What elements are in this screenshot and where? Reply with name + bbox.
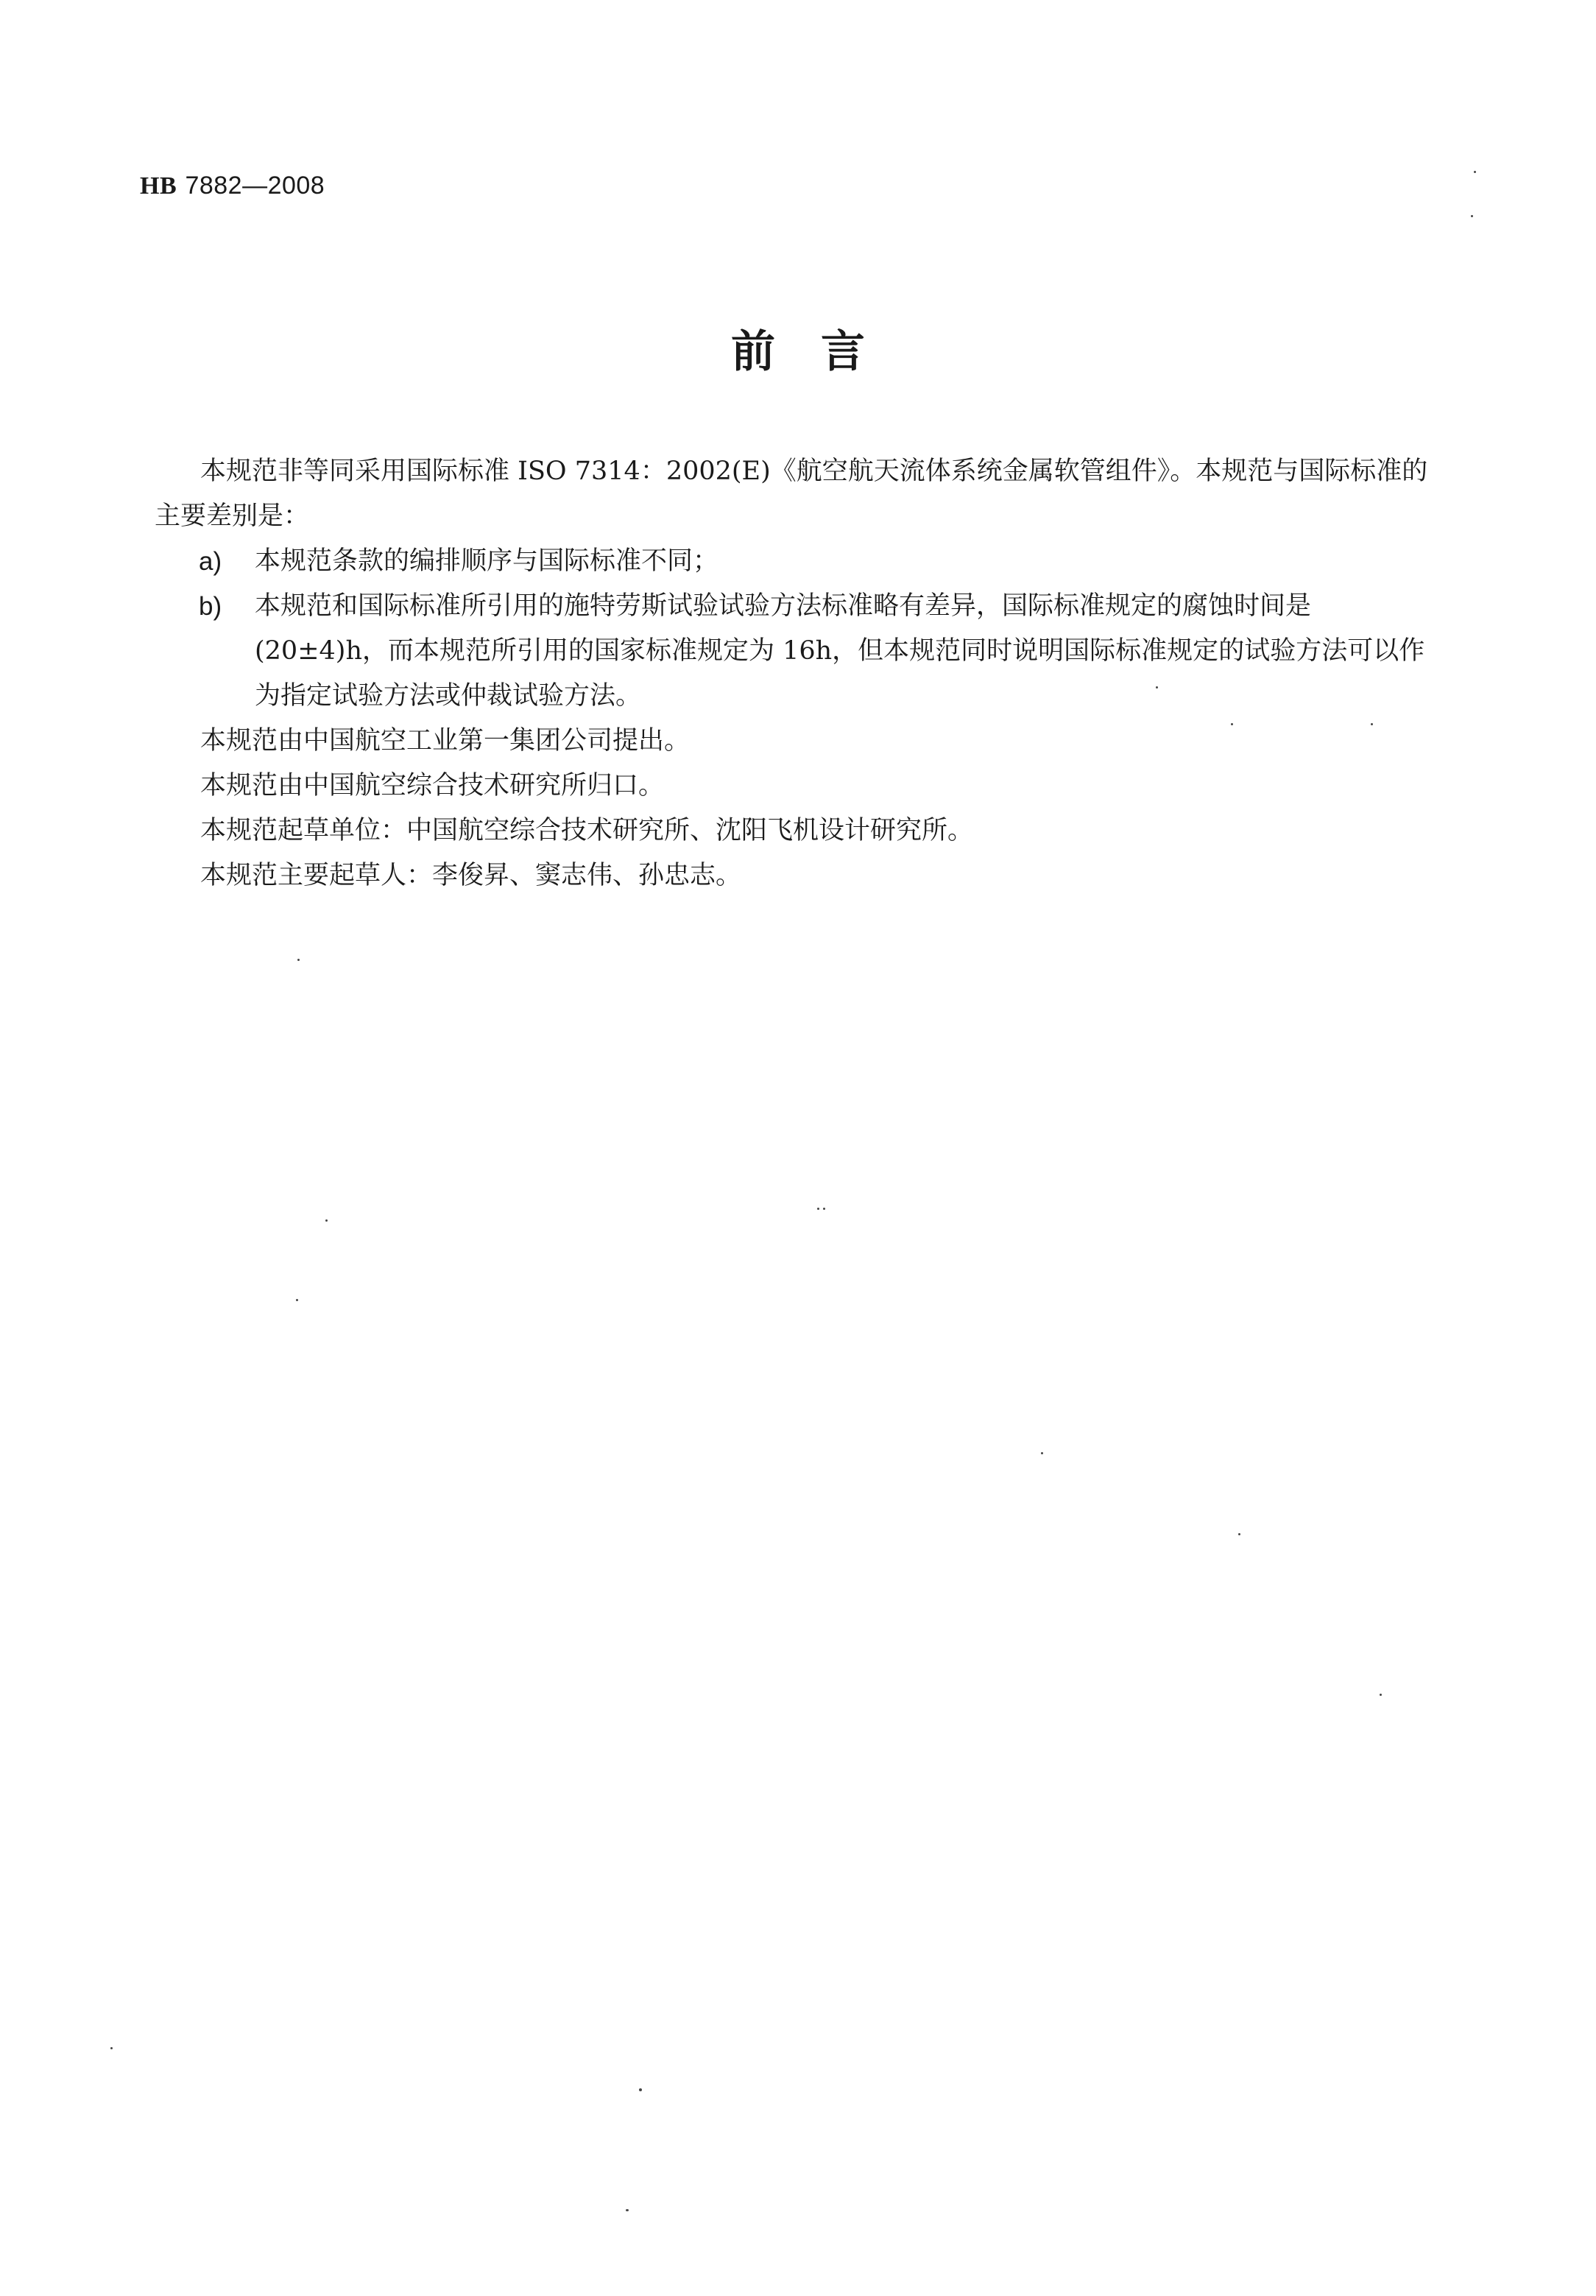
scan-speck: [639, 2088, 642, 2091]
scan-speck: [296, 1299, 298, 1301]
document-code-number: 7882—2008: [185, 172, 325, 200]
list-item-text: 本规范条款的编排顺序与国际标准不同；: [255, 546, 719, 576]
drafters-paragraph: 本规范主要起草人：李俊昇、窦志伟、孙忠志。: [200, 861, 742, 890]
scan-speck: [1041, 1452, 1043, 1454]
scan-speck: [823, 1208, 825, 1210]
list-marker: a): [199, 547, 222, 576]
difference-item-b: [155, 584, 1428, 719]
difference-item-a: [155, 539, 1428, 584]
scan-speck: [1380, 1694, 1382, 1696]
scan-speck: [1371, 723, 1373, 725]
document-code-prefix: HB: [140, 172, 177, 200]
intro-paragraph: 本规范非等同采用国际标准 ISO 7314：2002(E)《航空航天流体系统金属软管组件》。本规范与国际标准的主要差别是：: [155, 457, 1428, 531]
scan-speck: [1231, 723, 1233, 725]
scan-speck: [1238, 1533, 1240, 1535]
proposed-by-paragraph: 本规范由中国航空工业第一集团公司提出。: [200, 726, 691, 756]
document-code: [140, 171, 325, 200]
scan-speck: [1474, 171, 1476, 173]
scan-speck: [1471, 215, 1473, 217]
scan-speck: [110, 2047, 113, 2049]
foreword-body: [155, 449, 1428, 898]
managed-by-paragraph: 本规范由中国航空综合技术研究所归口。: [200, 771, 665, 800]
scan-speck: [817, 1208, 819, 1210]
scan-speck: [626, 2209, 629, 2211]
scan-speck: [297, 959, 300, 961]
scan-speck: [1156, 686, 1158, 689]
scan-speck: [325, 1219, 328, 1222]
drafting-units-paragraph: 本规范起草单位：中国航空综合技术研究所、沈阳飞机设计研究所。: [200, 816, 974, 845]
list-item-text: 本规范和国际标准所引用的施特劳斯试验试验方法标准略有差异，国际标准规定的腐蚀时间是(20±4)h，而本规范所引用的国家标准规定为 16h，但本规范同时说明国际标准规定的试验方法可以作为指定试验方法或仲裁试验方法。: [255, 591, 1425, 711]
list-marker: b): [199, 592, 222, 621]
page-title: 前言: [731, 326, 911, 378]
